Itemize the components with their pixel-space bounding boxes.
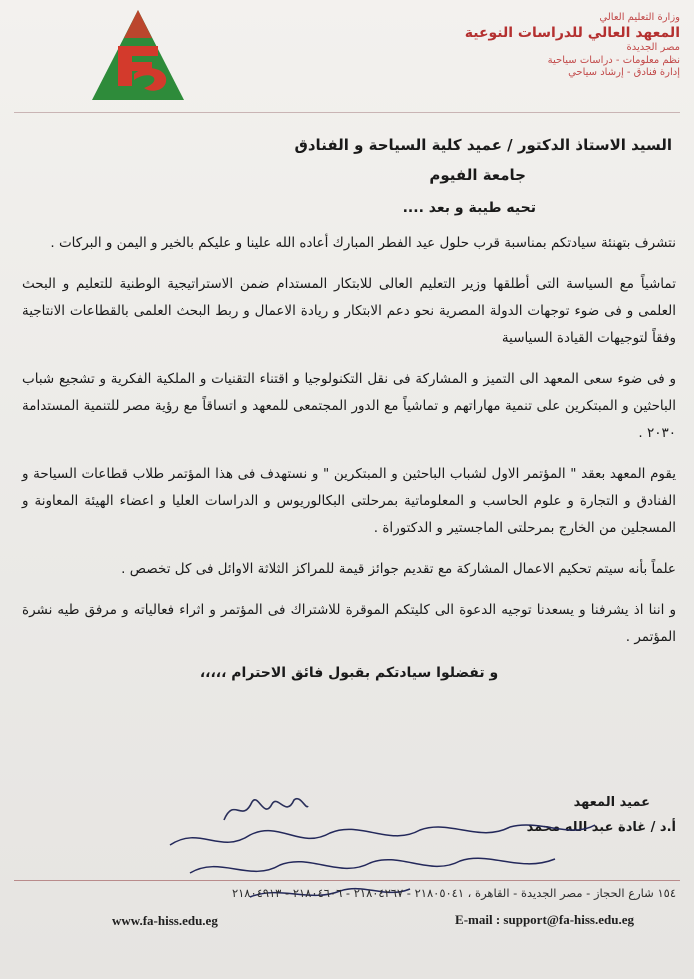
dean-title: عميد المعهد xyxy=(573,795,650,810)
logo-tip xyxy=(124,10,152,38)
paragraph-invitation: و اننا اذ يشرفنا و يسعدنا توجيه الدعوة الى كليتكم الموقرة للاشتراك فى المؤتمر و اثراء فعالياته و مرفق طيه نشرة المؤتمر . xyxy=(22,602,676,645)
greeting: تحيه طيبة و بعد .... xyxy=(402,200,536,216)
footer-divider xyxy=(14,880,680,881)
letter-body xyxy=(22,128,676,681)
dean-name: أ.د / غادة عبد الله محمد xyxy=(526,820,676,835)
university-name: جامعة الفيوم xyxy=(429,166,526,184)
addressee: السيد الاستاذ الدكتور / عميد كلية السياحة و الفنادق xyxy=(294,136,672,154)
closing-line: و تفضلوا سيادتكم بقبول فائق الاحترام ،،،،، xyxy=(199,665,499,681)
paragraph-congratulations: نتشرف بتهنئة سيادتكم بمناسبة قرب حلول عيد الفطر المبارك أعاده الله علينا و عليكم بالخير و اليمن و البركات . xyxy=(50,235,676,251)
footer-address: ١٥٤ شارع الحجاز - مصر الجديدة - القاهرة ، ٢١٨٠٥٠٤١ - ٢١٨٠٤٢٦٧ - ٢١٨٠٤٦٠٦ - ٢١٨٠٤٩١٣ xyxy=(231,886,676,900)
paragraph-conference: يقوم المعهد بعقد " المؤتمر الاول لشباب الباحثين و المبتكرين " و نستهدف فى هذا المؤتمر طلاب قطاعات السياحة و الفنادق و التجارة و علوم الحاسب و المعلوماتية بمرحلتى البكالوريوس و الدراسات العليا و اعضاء الهيئة المعاونة و المسجلين من الخارج بمرحلتى الماجستير و الدكتوراة . xyxy=(22,466,676,536)
paragraph-prizes: علماً بأنه سيتم تحكيم الاعمال المشاركة مع تقديم جوائز قيمة للمراكز الثلاثة الاوائل فى كل تخصص . xyxy=(121,561,676,577)
department-line-2: إدارة فنادق - إرشاد سياحي xyxy=(568,67,680,78)
institute-header xyxy=(440,12,680,80)
institute-logo xyxy=(88,8,188,104)
footer-email[interactable]: E-mail : support@fa-hiss.edu.eg xyxy=(455,912,634,927)
institute-location: مصر الجديدة xyxy=(626,42,680,53)
department-line-1: نظم معلومات - دراسات سياحية xyxy=(547,54,680,66)
footer-website[interactable]: www.fa-hiss.edu.eg xyxy=(112,913,218,928)
paragraph-policy: تماشياً مع السياسة التى أطلقها وزير التعليم العالى للابتكار المستدام ضمن الاستراتيجية الوطنية للتعليم و البحث العلمى و فى ضوء توجهات الدولة المصرية نحو دعم الابتكار و ريادة الاعمال و ربط البحث العلمى بالقطاعات الانتاجية وفقاً لتوجيهات القيادة السياسية xyxy=(22,276,676,346)
ministry-name: وزارة التعليم العالي xyxy=(599,12,680,23)
paragraph-vision: و فى ضوء سعى المعهد الى التميز و المشاركة فى نقل التكنولوجيا و اقتناء التقنيات و الملكية الفكرية و تشجيع شباب الباحثين و المبتكرين على تنمية مهاراتهم و تماشياً مع الدور المجتمعى للمعهد و اتساقاً مع رؤية مصر للتنمية المستدامة ٢٠٣٠ . xyxy=(22,371,676,441)
header-divider xyxy=(14,112,680,113)
institute-name: المعهد العالي للدراسات النوعية xyxy=(464,24,680,41)
